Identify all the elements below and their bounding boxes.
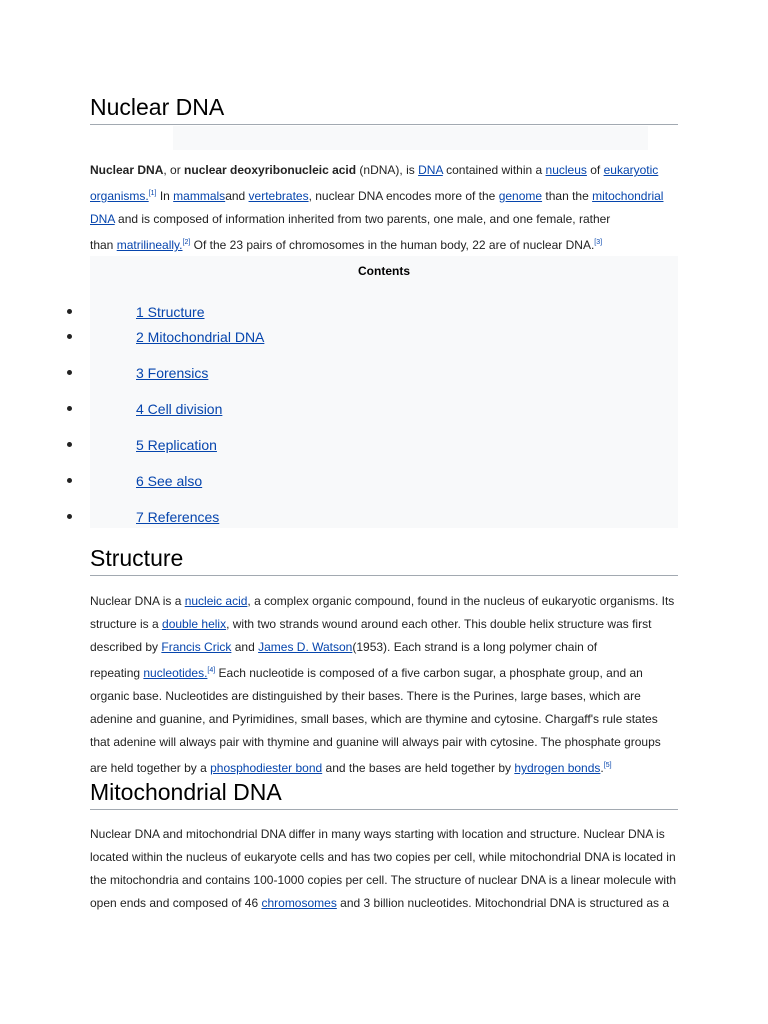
text: (nDNA), is: [356, 163, 419, 177]
bullet-icon: [67, 406, 72, 411]
mito-line-3: the mitochondria and contains 100-1000 copies per cell. The structure of nuclear DNA is a linear molecule with: [90, 873, 677, 887]
citation-ref[interactable]: [4]: [207, 667, 216, 674]
toc-title: Contents: [358, 264, 410, 278]
structure-line-3: [90, 636, 670, 659]
structure-line-7: that adenine will always pair with thymine and guanine will always pair with cytosine. The phosphate groups: [90, 735, 661, 749]
structure-line-4: [90, 659, 670, 685]
link-phosphodiester-bond[interactable]: phosphodiester bond: [210, 761, 323, 775]
text: Nuclear DNA is a: [90, 594, 185, 608]
bullet-icon: [67, 478, 72, 483]
text: than: [90, 238, 117, 252]
toc-link-replication[interactable]: 5 Replication: [136, 437, 217, 453]
link-hydrogen-bonds[interactable]: hydrogen bonds: [514, 761, 601, 775]
text: , nuclear DNA encodes more of the: [308, 189, 499, 203]
section-heading-structure: Structure: [90, 543, 678, 576]
text: and 3 billion nucleotides. Mitochondrial DNA is structured as a: [336, 896, 670, 910]
link-francis-crick[interactable]: Francis Crick: [161, 640, 232, 654]
link-nucleic-acid[interactable]: nucleic acid: [184, 594, 248, 608]
text: Of the 23 pairs of chromosomes in the human body, 22 are of nuclear DNA.: [190, 238, 595, 252]
citation-ref[interactable]: [5]: [603, 762, 612, 769]
citation-ref[interactable]: [3]: [594, 239, 603, 246]
link-eukaryotic[interactable]: eukaryotic: [603, 163, 659, 177]
bullet-icon: [67, 334, 72, 339]
mito-line-4: [90, 892, 670, 915]
link-nucleus[interactable]: nucleus: [545, 163, 587, 177]
bold-term: nuclear deoxyribonucleic acid: [184, 163, 357, 177]
link-organisms[interactable]: organisms.: [90, 189, 149, 203]
text: are held together by a: [90, 761, 211, 775]
link-mammals[interactable]: mammals: [173, 189, 226, 203]
text: and: [231, 640, 259, 654]
text: , a complex organic compound, found in the nucleus of eukaryotic organisms. Its: [247, 594, 675, 608]
structure-line-6: adenine and guanine, and Pyrimidines, small bases, which are thymine and cytosine. Chargaff's rule states: [90, 712, 658, 726]
link-genome[interactable]: genome: [498, 189, 543, 203]
toc-link-mitochondrial-dna[interactable]: 2 Mitochondrial DNA: [136, 329, 265, 345]
link-james-watson[interactable]: James D. Watson: [258, 640, 353, 654]
text: repeating: [90, 666, 144, 680]
intro-line-3: [90, 208, 670, 231]
bold-term: Nuclear DNA: [90, 163, 164, 177]
bullet-icon: [67, 370, 72, 375]
intro-line-1: [90, 159, 670, 182]
text: In: [156, 189, 174, 203]
intro-line-4: [90, 231, 670, 257]
toc-link-structure[interactable]: 1 Structure: [136, 304, 205, 320]
bullet-icon: [67, 309, 72, 314]
link-dna[interactable]: DNA: [418, 163, 443, 177]
text: than the: [542, 189, 593, 203]
text: of: [586, 163, 604, 177]
link-nucleotides[interactable]: nucleotides.: [143, 666, 208, 680]
link-mitochondrial[interactable]: mitochondrial: [592, 189, 664, 203]
intro-paragraph: [90, 159, 670, 257]
text: Each nucleotide is composed of a five carbon sugar, a phosphate group, and an: [215, 666, 643, 680]
text: structure is a: [90, 617, 163, 631]
bullet-icon: [67, 514, 72, 519]
link-chromosomes[interactable]: chromosomes: [261, 896, 337, 910]
text: and: [225, 189, 249, 203]
text: described by: [90, 640, 162, 654]
link-vertebrates[interactable]: vertebrates: [248, 189, 309, 203]
text: , or: [163, 163, 185, 177]
text: open ends and composed of 46: [90, 896, 262, 910]
link-double-helix[interactable]: double helix: [162, 617, 227, 631]
bullet-icon: [67, 442, 72, 447]
mito-line-2: located within the nucleus of eukaryote cells and has two copies per cell, while mitochondrial DNA is located in: [90, 850, 676, 864]
text: (1953). Each strand is a long polymer chain of: [352, 640, 598, 654]
section-heading-mitochondrial-dna: Mitochondrial DNA: [90, 777, 678, 810]
text: and is composed of information inherited from two parents, one male, and one female, rather: [114, 212, 611, 226]
text: and the bases are held together by: [322, 761, 515, 775]
link-matrilineally[interactable]: matrilineally.: [116, 238, 183, 252]
structure-line-2: [90, 613, 670, 636]
text: , with two strands wound around each other. This double helix structure was first: [226, 617, 652, 631]
citation-ref[interactable]: [1]: [148, 190, 157, 197]
toc-link-references[interactable]: 7 References: [136, 509, 220, 525]
page-title: Nuclear DNA: [90, 92, 678, 125]
text: .: [600, 761, 604, 775]
mitochondrial-paragraph: [90, 823, 677, 915]
toc-link-forensics[interactable]: 3 Forensics: [136, 365, 209, 381]
table-of-contents: [90, 256, 678, 528]
toc-link-cell-division[interactable]: 4 Cell division: [136, 401, 223, 417]
intro-line-2: [90, 182, 670, 208]
structure-line-1: [90, 590, 675, 613]
toc-link-see-also[interactable]: 6 See also: [136, 473, 203, 489]
site-subtitle-bar: [173, 126, 648, 150]
link-mitochondrial-dna[interactable]: DNA: [90, 212, 115, 226]
structure-paragraph: [90, 590, 675, 780]
citation-ref[interactable]: [2]: [182, 239, 191, 246]
mito-line-1: Nuclear DNA and mitochondrial DNA differ in many ways starting with location and structure. Nuclear DNA is: [90, 827, 665, 841]
structure-line-5: organic base. Nucleotides are distinguished by their bases. There is the Purines, large bases, which are: [90, 689, 641, 703]
text: contained within a: [442, 163, 546, 177]
